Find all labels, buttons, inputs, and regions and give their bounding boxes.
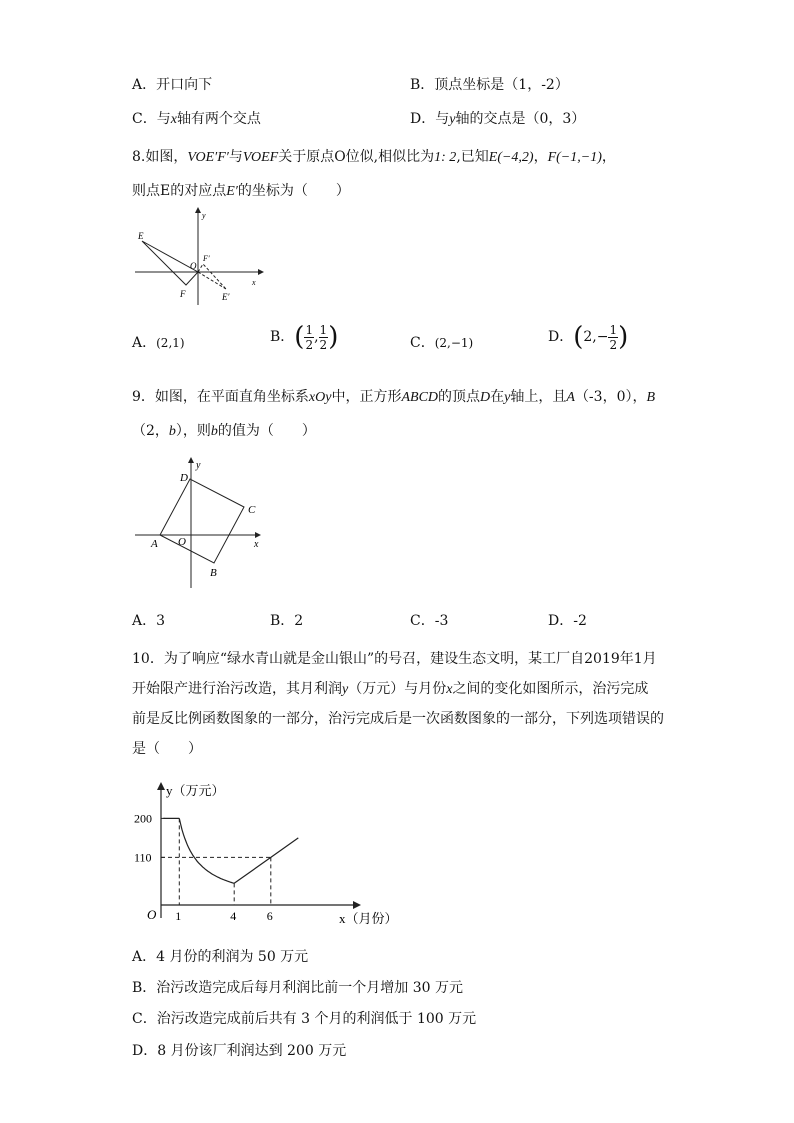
q8-triangle-oe'f' (198, 264, 226, 289)
q9-label-d: D (180, 472, 188, 484)
q9-square-abcd (160, 479, 244, 563)
q8-y-arrow-icon (195, 207, 201, 213)
chart-series-1-line (179, 818, 234, 883)
q8-label-e-prime: E′ (222, 292, 230, 302)
chart-x-tick-6: 6 (266, 909, 273, 923)
q9-option-a: A．3 (132, 613, 166, 629)
chart-x-arrow-icon (353, 901, 361, 909)
q10-option-a: A．4 月份的利润为 50 万元 (132, 949, 309, 965)
q9-label-c: C (248, 504, 256, 516)
q9-figure (130, 455, 270, 590)
chart-y-arrow-icon (157, 782, 165, 790)
q7-option-b: B．顶点坐标是（1，-2） (410, 77, 569, 93)
q8-x-arrow-icon (258, 269, 264, 275)
q8-option-c: C．(2,−1) (410, 335, 474, 351)
chart-origin-label: O (147, 907, 157, 922)
chart-x-tick-1: 1 (175, 909, 182, 923)
q8-figure (130, 205, 270, 310)
chart-series-2-line (234, 838, 298, 883)
q8-stem-line2: 则点E的对应点E′的坐标为（ ） (132, 183, 350, 199)
q8-label-o: O (190, 261, 197, 271)
q10-stem-line3: 前是反比例函数图象的一部分，治污完成后是一次函数图象的一部分，下列选项错误的 (132, 711, 664, 727)
q9-option-d: D．-2 (548, 613, 587, 629)
q8-label-f: F (180, 289, 186, 299)
chart-xlabel: x（月份） (339, 911, 398, 926)
chart-ylabel: y（万元） (166, 783, 225, 798)
q9-label-b: B (210, 567, 217, 579)
q8-label-e: E (138, 231, 144, 241)
q8-stem-line1: 8.如图，VOE′F′与VOEF关于原点O位似,相似比为1: 2,已知E(−4,2)，F(−1,−1)， (132, 149, 616, 165)
chart-y-tick-110: 110 (134, 850, 152, 865)
q9-label-y: y (196, 460, 201, 471)
q9-option-c: C．-3 (410, 613, 449, 629)
q10-option-d: D．8 月份该厂利润达到 200 万元 (132, 1043, 347, 1059)
q10-option-b: B．治污改造完成后每月利润比前一个月增加 30 万元 (132, 980, 464, 996)
chart-y-tick-200: 200 (134, 811, 152, 826)
q7-option-c: C．与x轴有两个交点 (132, 111, 261, 127)
q7-option-a: A．开口向下 (132, 77, 213, 93)
q9-x-arrow-icon (255, 532, 261, 538)
q9-label-a: A (151, 538, 158, 550)
q10-stem-line4: 是（ ） (132, 741, 202, 757)
q9-stem-line1: 9．如图，在平面直角坐标系xOy中，正方形ABCD的顶点D在y轴上，且A（-3，0），B (132, 389, 656, 405)
q8-option-b: B．( $\frac{1}{2}$ , $\frac{1}{2}$ ) (270, 322, 339, 352)
q8-option-d: D．(2,− $\frac{1}{2}$ ) (548, 322, 629, 352)
profit-chart (125, 778, 405, 933)
q10-stem-line1: 10．为了响应“绿水青山就是金山银山”的号召，建设生态文明，某工厂自2019年1月 (132, 651, 657, 667)
q9-option-b: B．2 (270, 613, 304, 629)
q7-option-d: D．与y轴的交点是（0，3） (410, 111, 586, 127)
q9-y-arrow-icon (188, 457, 194, 463)
q8-label-f-prime: F′ (203, 254, 210, 263)
q9-stem-line2: （2，b），则b的值为（ ） (132, 423, 316, 439)
q10-option-c: C．治污改造完成前后共有 3 个月的利润低于 100 万元 (132, 1011, 477, 1027)
q9-label-x: x (254, 539, 259, 550)
q8-label-x: x (252, 278, 256, 287)
q8-label-y: y (202, 211, 206, 220)
q10-stem-line2: 开始限产进行治污改造，其月利润y（万元）与月份x之间的变化如图所示，治污完成 (132, 681, 649, 697)
q8-option-a: A．(2,1) (132, 335, 185, 351)
q9-label-o: O (178, 536, 186, 548)
chart-x-tick-4: 4 (230, 909, 237, 923)
